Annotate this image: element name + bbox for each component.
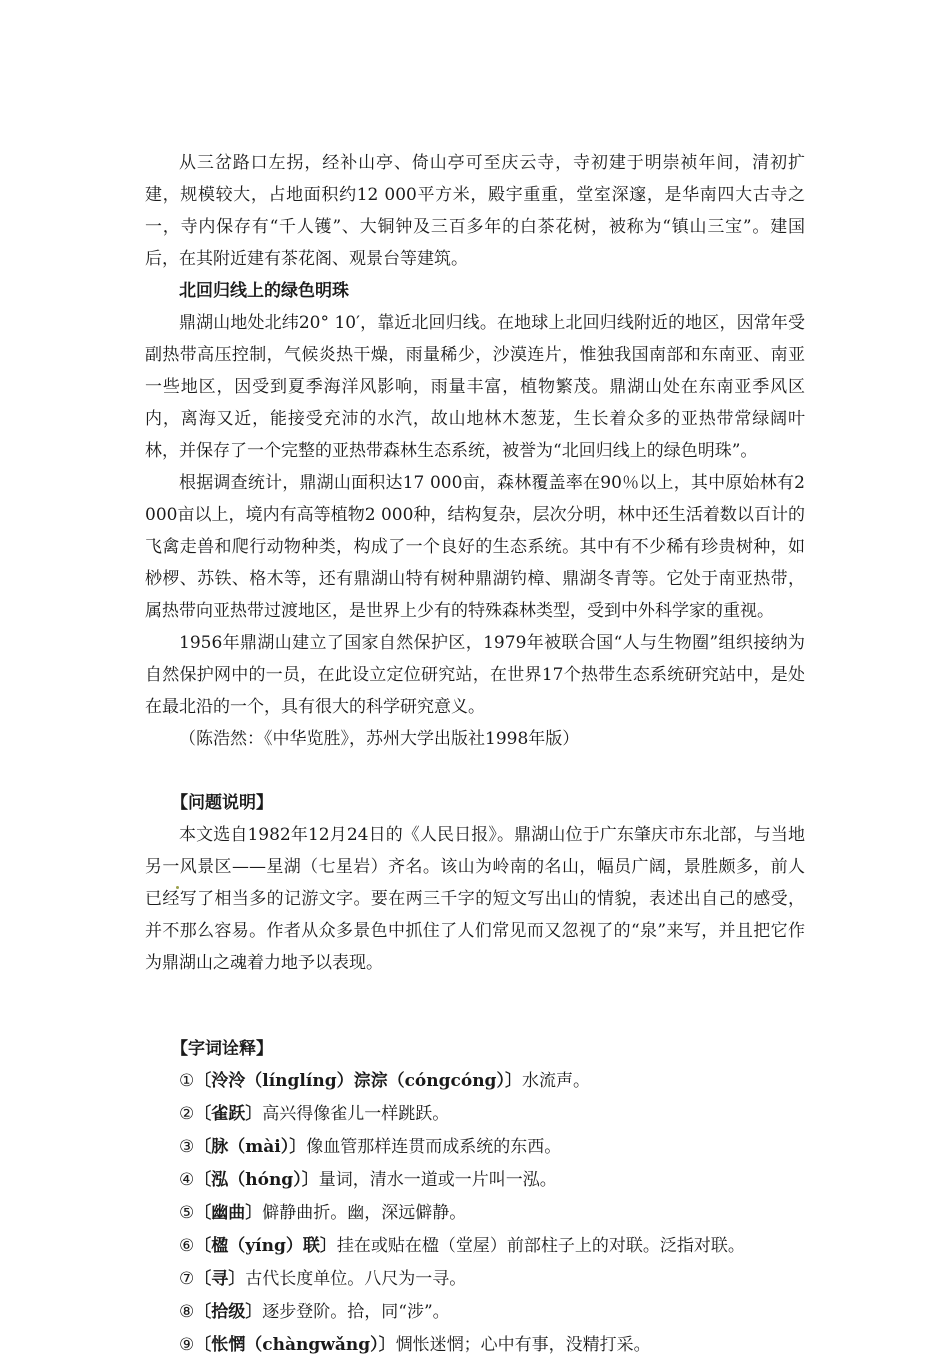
paragraph-nature-reserve: 1956年鼎湖山建立了国家自然保护区，1979年被联合国“人与生物圈”组织接纳为自然保护网中的一员，在此设立定位研究站，在世界17个热带生态系统研究站中，是处在最北沿的一个，具有很大的科学研究意义。	[145, 633, 805, 717]
vocab-definition: 古代长度单位。八尺为一寻。	[245, 1269, 467, 1289]
paragraph-problem-notes: 本文选自1982年12月24日的《人民日报》。鼎湖山位于广东肇庆市东北部，与当地另一风景区——星湖（七星岩）齐名。该山为岭南的名山，幅员广阔，景胜颇多，前人已经写了相当多的记游文字。要在两三千字的短文写出山的情貌，表述出自己的感受，并不那么容易。作者从众多景色中抓住了人们常见而又忽视了的“泉”来写，并且把它作为鼎湖山之魂着力地予以表现。	[145, 825, 805, 973]
vocab-term: 〔泓（hóng）〕	[194, 1170, 319, 1190]
paragraph-qingyun-temple: 从三岔路口左拐，经补山亭、倚山亭可至庆云寺，寺初建于明崇祯年间，清初扩建，规模较大，占地面积约12 000平方米，殿宇重重，堂室深邃，是华南四大古寺之一，寺内保存有“千人镬”、大铜钟及三百多年的白茶花树，被称为“镇山三宝”。建国后，在其附近建有茶花阁、观景台等建筑。	[145, 153, 805, 269]
vocab-item	[145, 1065, 805, 1098]
vocab-number: ⑤	[179, 1203, 195, 1223]
vocab-number: ④	[179, 1170, 195, 1190]
vocab-term: 〔幽曲〕	[194, 1203, 263, 1223]
vocab-term: 〔拾级〕	[194, 1302, 263, 1322]
vocab-number: ③	[179, 1137, 195, 1157]
source-citation: （陈浩然：《中华览胜》，苏州大学出版社1998年版）	[179, 729, 580, 749]
vocab-definition: 水流声。	[521, 1071, 590, 1091]
vocab-term: 〔脉（mài）〕	[194, 1137, 307, 1157]
vocab-item	[145, 1131, 805, 1164]
vocab-number: ⑧	[179, 1302, 195, 1322]
vocab-definition: 挂在或贴在楹（堂屋）前部柱子上的对联。泛指对联。	[336, 1236, 745, 1256]
vocab-item	[145, 1197, 805, 1230]
stray-dot-mark	[176, 886, 179, 889]
vocab-item	[145, 1296, 805, 1329]
vocab-term: 〔寻〕	[194, 1269, 246, 1289]
vocab-definition: 像血管那样连贯而成系统的东西。	[306, 1137, 562, 1157]
vocab-definition: 僻静曲折。幽，深远僻静。	[262, 1203, 467, 1223]
vocab-number: ⑨	[179, 1335, 195, 1355]
vocab-item	[145, 1164, 805, 1197]
vocab-definition: 高兴得像雀儿一样跳跃。	[262, 1104, 450, 1124]
vocab-definition: 惆怅迷惘；心中有事，没精打采。	[395, 1335, 651, 1355]
paragraph-tropic-location: 鼎湖山地处北纬20° 10′，靠近北回归线。在地球上北回归线附近的地区，因常年受副热带高压控制，气候炎热干燥，雨量稀少，沙漠连片，惟独我国南部和东南亚、南亚一些地区，因受到夏季海洋风影响，雨量丰富，植物繁茂。鼎湖山处在东南亚季风区内，离海又近，能接受充沛的水汽，故山地林木葱茏，生长着众多的亚热带常绿阔叶林，并保存了一个完整的亚热带森林生态系统，被誉为“北回归线上的绿色明珠”。	[145, 313, 805, 461]
vocab-term: 〔雀跃〕	[194, 1104, 263, 1124]
document-page	[145, 147, 805, 1362]
vocab-definition: 逐步登阶。拾，同“涉”。	[262, 1302, 450, 1322]
vocab-term: 〔泠泠（línglíng）淙淙（cóngcóng）〕	[194, 1071, 522, 1091]
vocab-definition: 量词，清水一道或一片叫一泓。	[318, 1170, 557, 1190]
vocabulary-list	[145, 1065, 805, 1362]
vocab-number: ②	[179, 1104, 195, 1124]
section-heading-vocabulary: 【字词诠释】	[171, 1039, 273, 1059]
vocab-term: 〔怅惘（chàngwǎng）〕	[194, 1335, 396, 1355]
vocab-number: ⑥	[179, 1236, 195, 1256]
vocab-term: 〔楹（yíng）联〕	[194, 1236, 337, 1256]
vocab-item	[145, 1098, 805, 1131]
vocab-item	[145, 1329, 805, 1362]
vocab-item	[145, 1230, 805, 1263]
vocab-number: ①	[179, 1071, 195, 1091]
section-heading-problem-notes: 【问题说明】	[171, 793, 273, 813]
paragraph-survey-statistics: 根据调查统计，鼎湖山面积达17 000亩，森林覆盖率在90％以上，其中原始林有2 000亩以上，境内有高等植物2 000种，结构复杂，层次分明，林中还生活着数以百计的飞禽走兽和爬行动物种类，构成了一个良好的生态系统。其中有不少稀有珍贵树种，如桫椤、苏铁、格木等，还有鼎湖山特有树种鼎湖钓樟、鼎湖冬青等。它处于南亚热带，属热带向亚热带过渡地区，是世界上少有的特殊森林类型，受到中外科学家的重视。	[145, 473, 805, 621]
vocab-number: ⑦	[179, 1269, 195, 1289]
vocab-item	[145, 1263, 805, 1296]
section-heading-green-pearl: 北回归线上的绿色明珠	[179, 281, 349, 301]
